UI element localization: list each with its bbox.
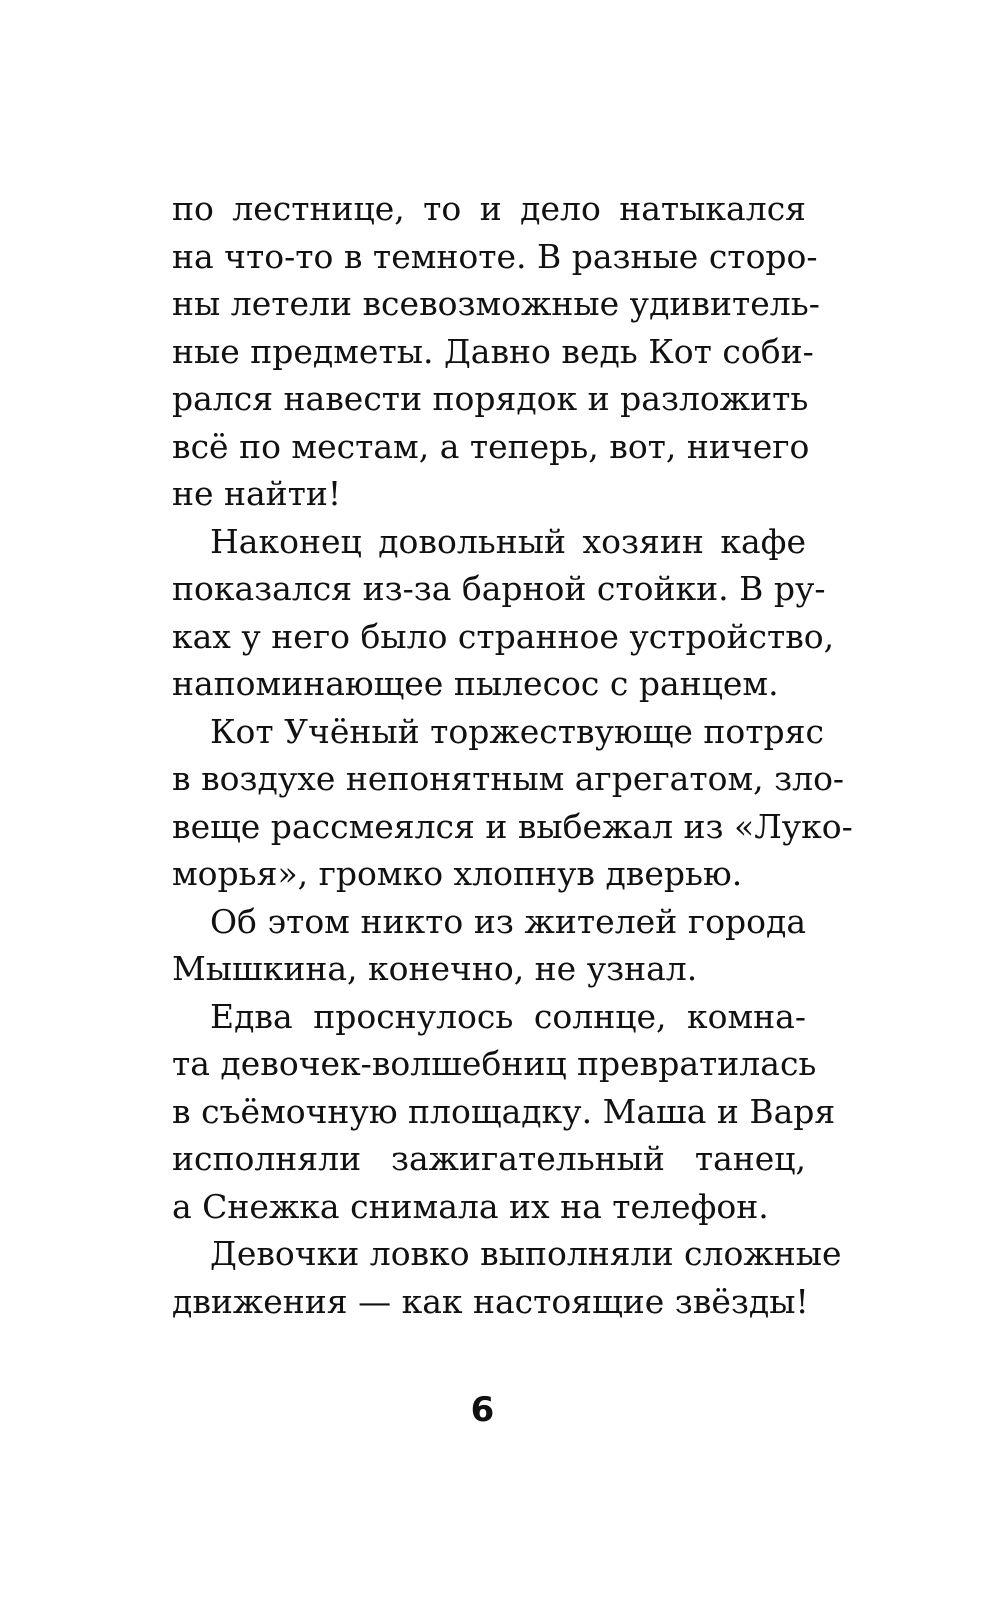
text-line: рался навести порядок и разложить	[172, 379, 809, 418]
text-line: а Снежка снимала их на телефон.	[172, 1186, 769, 1226]
text-line: в съёмочную площадку. Маша и Варя	[172, 1091, 836, 1131]
text-line: ны летели всевозможные удивитель-	[172, 284, 820, 323]
text-line: Кот Учёный торжествующе потряс	[210, 711, 824, 751]
text-line: всё по местам, а теперь, вот, ничего	[172, 426, 810, 466]
page-number: 6	[470, 1390, 495, 1430]
text-line: та девочек-волшебниц превратилась	[172, 1044, 817, 1083]
text-line: ках у него было странное устройство,	[172, 616, 835, 656]
text-line: движения — как настоящие звёзды!	[172, 1281, 809, 1321]
text-line: не найти!	[172, 474, 342, 513]
text-line: в воздухе непонятным агрегатом, зло-	[172, 759, 845, 798]
text-line: показался из-за барной стойки. В ру-	[172, 569, 826, 608]
text-line: веще рассмеялся и выбежал из «Луко-	[172, 806, 853, 846]
text-line: по лестнице, то и дело натыкался	[172, 189, 806, 228]
text-line: Едва проснулось солнце, комна-	[210, 996, 806, 1036]
text-line: Мышкина, конечно, не узнал.	[172, 949, 698, 988]
text-line: Девочки ловко выполняли сложные	[210, 1234, 842, 1273]
text-line: морья», громко хлопнув дверью.	[172, 854, 743, 893]
text-line: Об этом никто из жителей города	[210, 901, 806, 941]
text-line: Наконец довольный хозяин кафе	[210, 521, 806, 561]
text-line: на что-то в темноте. В разные сторо-	[172, 236, 818, 276]
body-text	[172, 185, 853, 1325]
text-line: напоминающее пылесос с ранцем.	[172, 664, 779, 703]
text-line: исполняли зажигательный танец,	[172, 1139, 806, 1178]
text-line: ные предметы. Давно ведь Кот соби-	[172, 331, 814, 371]
